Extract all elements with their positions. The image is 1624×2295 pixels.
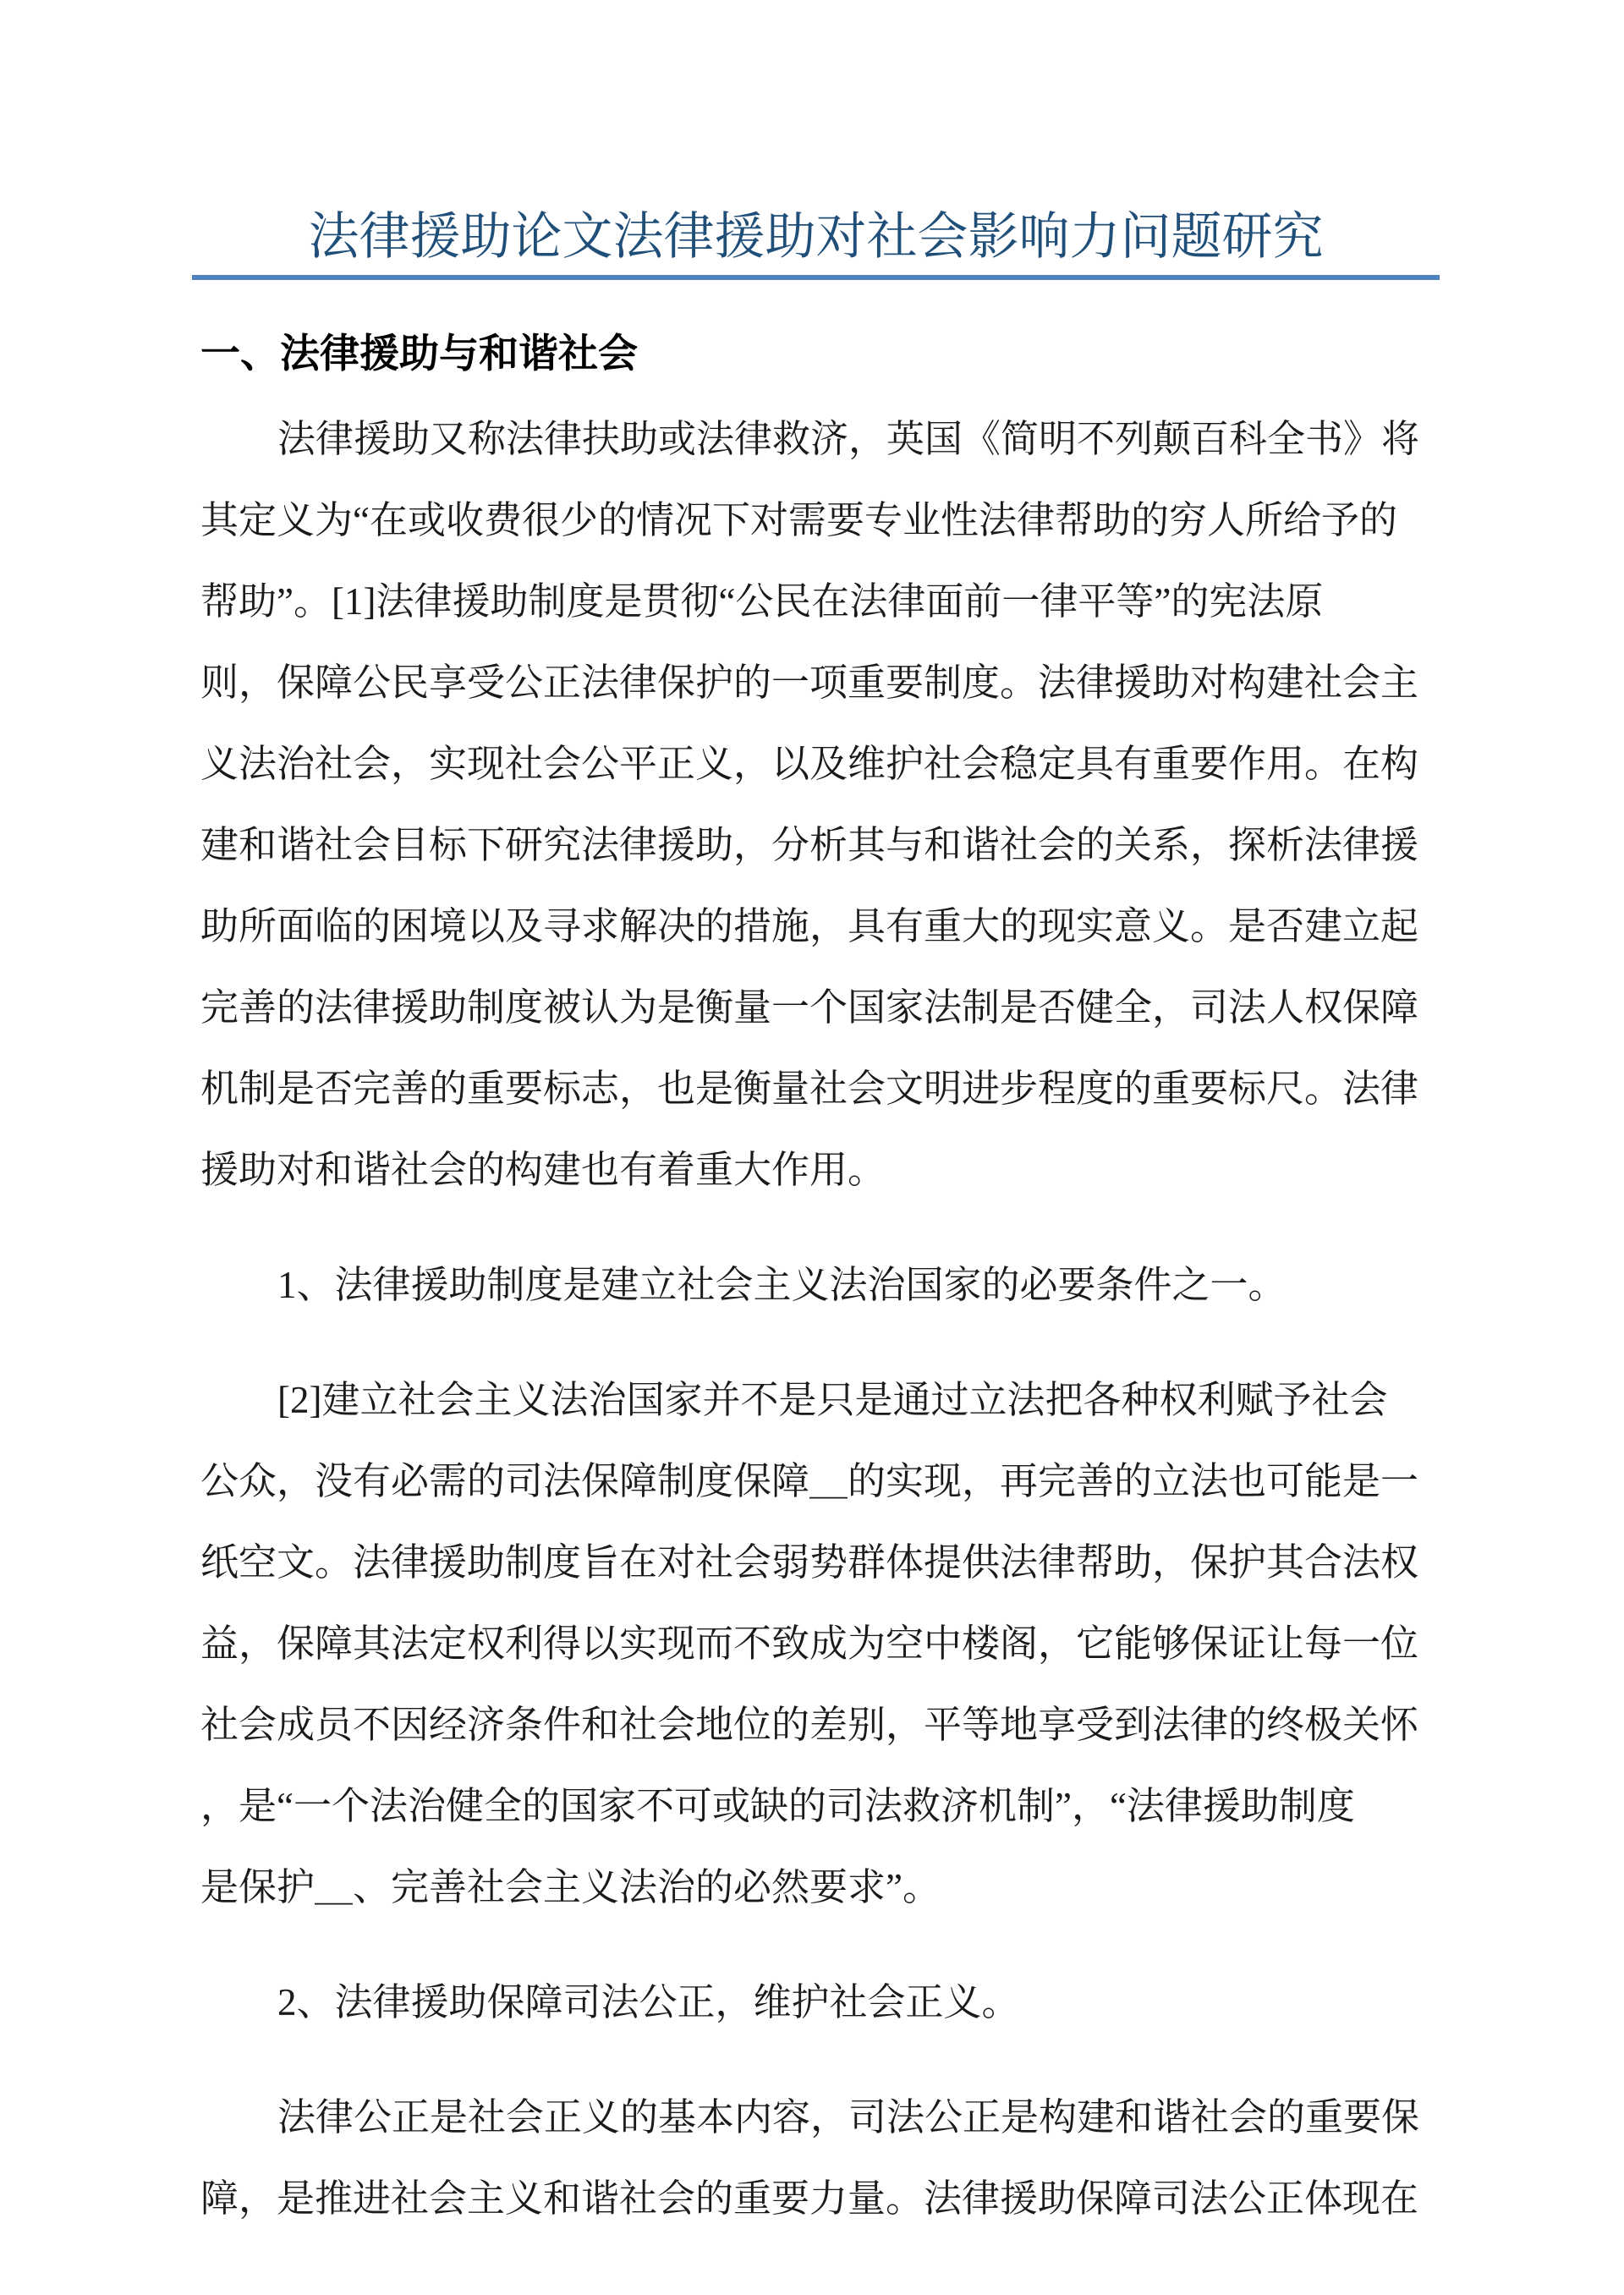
section-heading: 一、法律援助与和谐社会	[200, 332, 638, 376]
text-line: 障，是推进社会主义和谐社会的重要力量。法律援助保障司法公正体现在	[200, 2177, 1419, 2220]
text-line: 纸空文。法律援助制度旨在对社会弱势群体提供法律帮助，保护其合法权	[200, 1541, 1419, 1584]
paragraph	[200, 1962, 1455, 2043]
text-line: 援助对和谐社会的构建也有着重大作用。	[200, 1149, 886, 1191]
text-line: 助所面临的困境以及寻求解决的措施，具有重大的现实意义。是否建立起	[200, 905, 1419, 947]
text-line: 益，保障其法定权利得以实现而不致成为空中楼阁，它能够保证让每一位	[200, 1622, 1419, 1665]
text-line: 其定义为“在或收费很少的情况下对需要专业性法律帮助的穷人所给予的	[200, 499, 1397, 541]
text-line: 法律援助又称法律扶助或法律救济，英国《简明不列颠百科全书》将	[277, 418, 1420, 460]
text-line: [2]建立社会主义法治国家并不是只是通过立法把各种权利赋予社会	[277, 1379, 1388, 1421]
paragraph	[200, 1244, 1455, 1326]
text-line: 完善的法律援助制度被认为是衡量一个国家法制是否健全，司法人权保障	[200, 986, 1419, 1029]
text-line: 是保护＿、完善社会主义法治的必然要求”。	[200, 1866, 941, 1908]
text-line: 义法治社会，实现社会公平正义，以及维护社会稳定具有重要作用。在构	[200, 743, 1419, 785]
document-body	[200, 398, 1455, 2239]
text-line: 公众，没有必需的司法保障制度保障＿的实现，再完善的立法也可能是一	[200, 1460, 1419, 1502]
text-line: 法律公正是社会正义的基本内容，司法公正是构建和谐社会的重要保	[277, 2096, 1420, 2139]
paragraph	[200, 2077, 1455, 2239]
text-line: ，是“一个法治健全的国家不可或缺的司法救济机制”，“法律援助制度	[200, 1785, 1355, 1827]
text-line: 1、法律援助制度是建立社会主义法治国家的必要条件之一。	[277, 1264, 1287, 1306]
paragraph	[200, 398, 1455, 1211]
document-title: 法律援助论文法律援助对社会影响力问题研究	[192, 206, 1440, 280]
text-line: 建和谐社会目标下研究法律援助，分析其与和谐社会的关系，探析法律援	[200, 824, 1419, 866]
text-line: 机制是否完善的重要标志，也是衡量社会文明进步程度的重要标尺。法律	[200, 1068, 1419, 1110]
text-line: 则，保障公民享受公正法律保护的一项重要制度。法律援助对构建社会主	[200, 662, 1419, 704]
text-line: 社会成员不因经济条件和社会地位的差别，平等地享受到法律的终极关怀	[200, 1704, 1419, 1746]
text-line: 帮助”。[1]法律援助制度是贯彻“公民在法律面前一律平等”的宪法原	[200, 580, 1324, 623]
text-line: 2、法律援助保障司法公正，维护社会正义。	[277, 1981, 1020, 2023]
paragraph	[200, 1359, 1455, 1928]
